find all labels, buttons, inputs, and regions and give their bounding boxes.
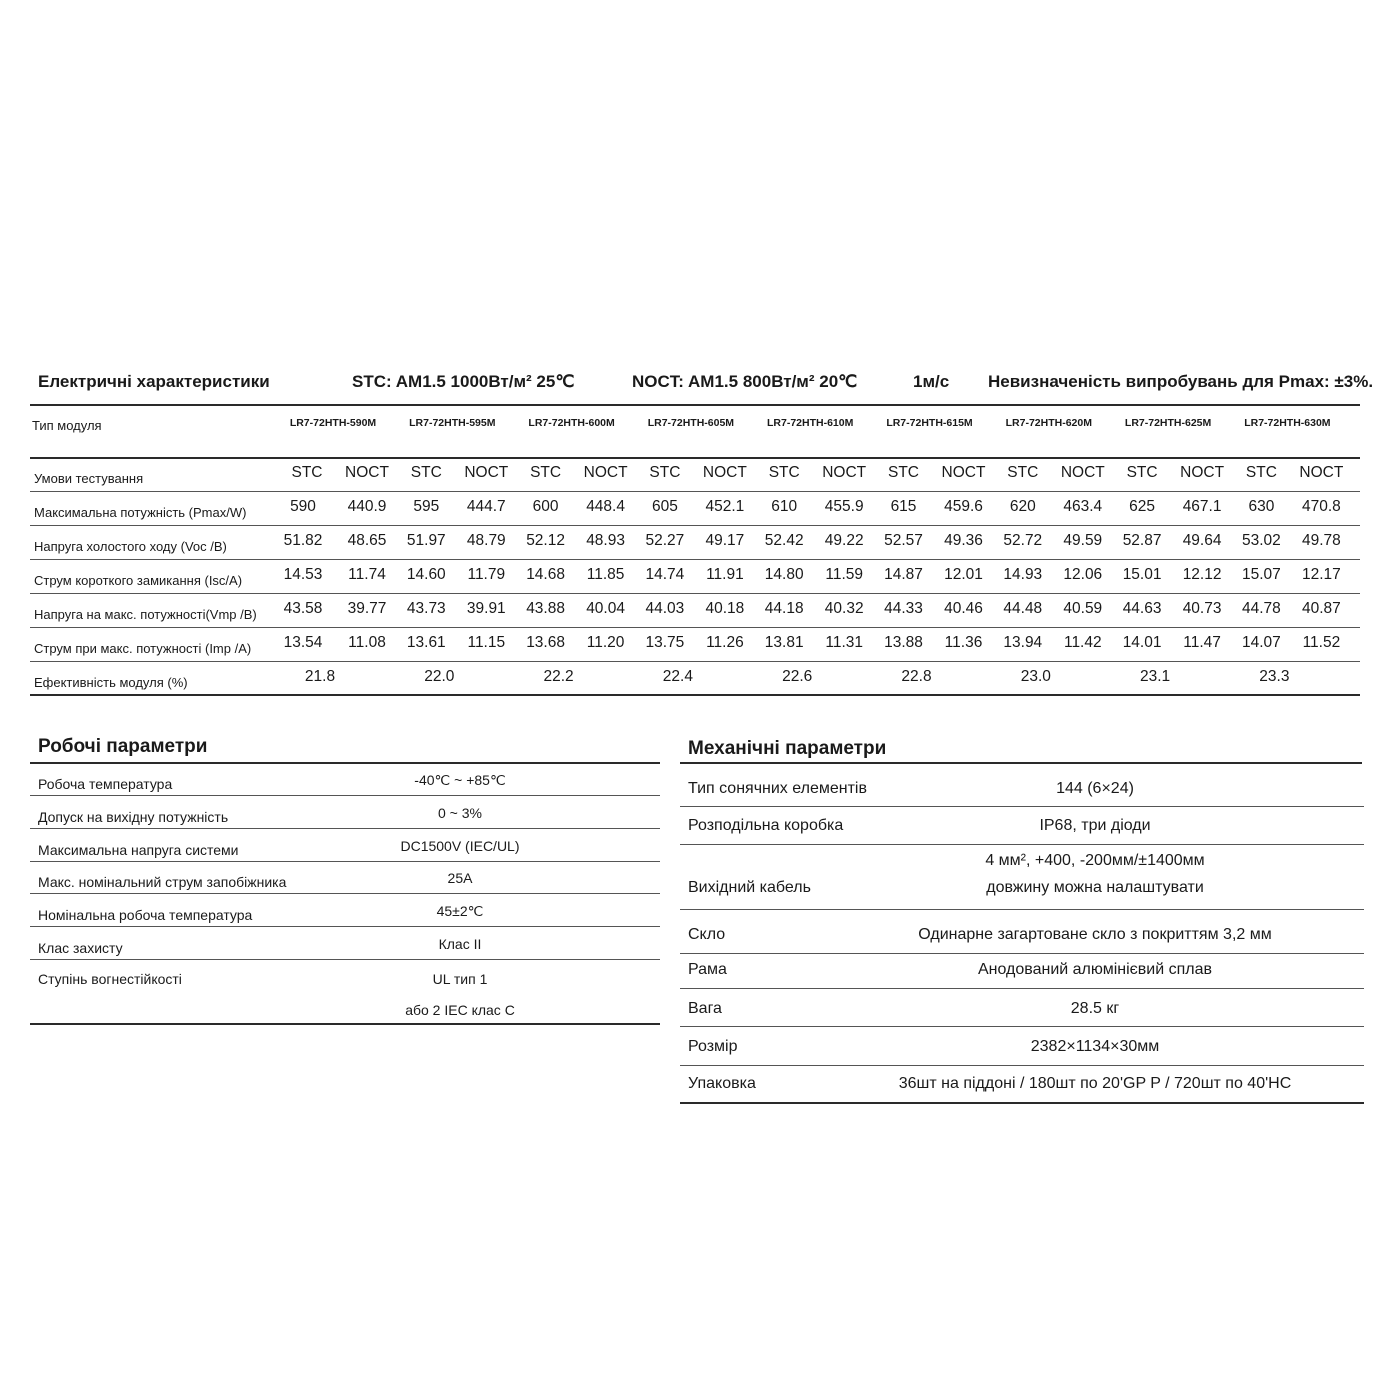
mechanical-param-value: IP68, три діоди <box>1039 817 1151 834</box>
table-value: 459.6 <box>944 498 983 515</box>
parameter-label: Напруга на макс. потужності(Vmp /В) <box>34 607 257 622</box>
models-rule <box>30 457 1360 459</box>
mechanical-param-label: Скло <box>688 926 726 943</box>
table-value: 11.59 <box>825 566 863 583</box>
stc-column-label: STC <box>649 464 681 481</box>
table-value: 51.97 <box>406 532 446 549</box>
table-value: 52.42 <box>764 532 804 549</box>
table-value: 11.85 <box>586 566 625 583</box>
table-value: 13.61 <box>406 634 446 651</box>
table-value: 625 <box>1129 498 1156 515</box>
table-value: 49.59 <box>1063 532 1103 549</box>
mechanical-row-rule <box>680 844 1364 845</box>
table-row-rule <box>30 593 1360 594</box>
table-row-rule <box>30 559 1360 560</box>
mechanical-param-value: Одинарне загартоване скло з покриттям 3,2 мм <box>918 926 1272 943</box>
table-value: 40.04 <box>586 600 625 617</box>
mechanical-param-label: Вага <box>688 1000 722 1017</box>
table-value: 14.87 <box>884 566 923 583</box>
table-value: 40.32 <box>824 600 864 617</box>
efficiency-value: 23.0 <box>1020 668 1051 685</box>
efficiency-value: 22.8 <box>901 668 932 685</box>
operating-top-rule <box>30 762 660 764</box>
table-value: 11.74 <box>348 566 386 583</box>
table-value: 52.87 <box>1122 532 1162 549</box>
mechanical-param-label: Вихідний кабель <box>688 879 811 896</box>
noct-column-label: NOCT <box>583 464 628 481</box>
operating-param-label: Допуск на вихідну потужність <box>38 809 229 825</box>
table-value: 595 <box>413 498 440 515</box>
stc-column-label: STC <box>530 464 562 481</box>
parameter-label: Струм короткого замикання (Isc/A) <box>34 573 243 588</box>
table-value: 14.07 <box>1241 634 1281 651</box>
table-row-rule <box>30 525 1360 526</box>
table-value: 14.60 <box>406 566 446 583</box>
mechanical-title: Механічні параметри <box>688 738 887 759</box>
module-model-name: LR7-72HTH-630M <box>1244 417 1331 429</box>
table-value: 463.4 <box>1063 498 1103 515</box>
table-value: 13.68 <box>526 634 565 651</box>
table-value: 440.9 <box>347 498 387 515</box>
table-value: 52.27 <box>645 532 685 549</box>
operating-title: Робочі параметри <box>38 736 208 757</box>
table-value: 12.06 <box>1063 566 1103 583</box>
efficiency-value: 22.0 <box>424 668 455 685</box>
operating-param-value-2: або 2 IEC клас C <box>405 1002 515 1018</box>
table-value: 14.53 <box>283 566 323 583</box>
stc-column-label: STC <box>1126 464 1158 481</box>
module-model-name: LR7-72HTH-595M <box>409 417 496 429</box>
operating-row-rule <box>30 861 660 862</box>
table-value: 44.33 <box>884 600 923 617</box>
operating-param-label: Ступінь вогнестійкості <box>38 971 182 987</box>
table-value: 13.75 <box>645 634 685 651</box>
table-value: 444.7 <box>466 498 506 515</box>
table-value: 40.73 <box>1182 600 1222 617</box>
table-value: 15.07 <box>1241 566 1281 583</box>
noct-column-label: NOCT <box>822 464 867 481</box>
mechanical-param-value: 28.5 кг <box>1070 1000 1120 1017</box>
operating-param-label: Номінальна робоча температура <box>38 907 253 923</box>
table-value: 52.72 <box>1003 532 1043 549</box>
table-value: 51.82 <box>283 532 323 549</box>
mechanical-row-rule <box>680 909 1364 910</box>
electrical-bottom-rule <box>30 694 1360 696</box>
stc-column-label: STC <box>1245 464 1277 481</box>
table-value: 49.22 <box>824 532 864 549</box>
mechanical-param-value: 144 (6×24) <box>1056 780 1134 797</box>
table-value: 44.63 <box>1122 600 1162 617</box>
parameter-label: Струм при макс. потужності (Imp /A) <box>34 641 252 656</box>
table-value: 11.26 <box>706 634 744 651</box>
stc-conditions: STC: AM1.5 1000Вт/м² 25℃ <box>352 372 575 391</box>
table-value: 600 <box>532 498 559 515</box>
operating-param-label: Макс. номінальний струм запобіжника <box>38 874 287 890</box>
table-value: 13.81 <box>764 634 804 651</box>
table-value: 39.77 <box>347 600 387 617</box>
operating-param-label: Клас захисту <box>38 940 123 956</box>
mechanical-param-label: Розподільна коробка <box>688 817 844 834</box>
table-value: 13.54 <box>283 634 323 651</box>
table-value: 14.93 <box>1003 566 1043 583</box>
table-value: 12.17 <box>1301 566 1341 583</box>
table-value: 605 <box>651 498 678 515</box>
table-value: 452.1 <box>705 498 745 515</box>
table-value: 43.58 <box>283 600 323 617</box>
table-value: 11.42 <box>1063 634 1102 651</box>
conditions-rule <box>30 491 1360 492</box>
table-value: 48.79 <box>466 532 506 549</box>
operating-row-rule <box>30 828 660 829</box>
mechanical-param-value: 4 мм², +400, -200мм/±1400мм <box>985 852 1205 869</box>
module-model-name: LR7-72HTH-620M <box>1005 417 1092 429</box>
operating-bottom-rule <box>30 1023 660 1025</box>
table-row-rule <box>30 627 1360 628</box>
table-value: 620 <box>1009 498 1036 515</box>
operating-row-rule <box>30 795 660 796</box>
table-value: 11.52 <box>1302 634 1341 651</box>
table-value: 52.12 <box>526 532 565 549</box>
table-value: 610 <box>771 498 798 515</box>
table-value: 11.91 <box>706 566 744 583</box>
table-row-rule <box>30 661 1360 662</box>
operating-param-value: Клас II <box>438 936 482 952</box>
table-value: 11.15 <box>467 634 506 651</box>
table-value: 630 <box>1248 498 1275 515</box>
wind-speed: 1м/с <box>913 372 950 391</box>
operating-param-label: Максимальна напруга системи <box>38 842 239 858</box>
mechanical-top-rule <box>680 762 1362 764</box>
table-value: 44.18 <box>764 600 804 617</box>
stc-column-label: STC <box>768 464 800 481</box>
operating-param-value: 25A <box>447 870 473 886</box>
efficiency-value: 23.1 <box>1140 668 1171 685</box>
table-value: 15.01 <box>1122 566 1162 583</box>
noct-column-label: NOCT <box>1180 464 1225 481</box>
table-value: 53.02 <box>1241 532 1281 549</box>
mechanical-param-value: 2382×1134×30мм <box>1030 1038 1160 1055</box>
table-value: 48.93 <box>586 532 625 549</box>
table-value: 48.65 <box>347 532 387 549</box>
noct-column-label: NOCT <box>1060 464 1105 481</box>
noct-column-label: NOCT <box>941 464 986 481</box>
table-value: 13.94 <box>1003 634 1043 651</box>
operating-row-rule <box>30 893 660 894</box>
table-value: 49.17 <box>705 532 745 549</box>
mechanical-param-label: Упаковка <box>688 1075 756 1092</box>
mechanical-param-value: Анодований алюмінієвий сплав <box>977 961 1213 978</box>
efficiency-label: Ефективність модуля (%) <box>34 675 188 690</box>
noct-column-label: NOCT <box>345 464 389 481</box>
operating-param-value: 0 ~ 3% <box>438 805 482 821</box>
test-uncertainty: Невизначеність випробувань для Pmax: ±3%. <box>988 372 1374 391</box>
table-value: 14.01 <box>1122 634 1162 651</box>
efficiency-value: 22.6 <box>782 668 813 685</box>
efficiency-value: 22.2 <box>543 668 574 685</box>
table-value: 11.31 <box>825 634 863 651</box>
mechanical-param-label: Тип сонячних елементів <box>688 780 867 797</box>
mechanical-param-value: 36шт на піддоні / 180шт по 20'GP P / 720шт по 40'HC <box>898 1075 1292 1092</box>
table-value: 11.20 <box>586 634 625 651</box>
table-value: 14.74 <box>645 566 685 583</box>
table-value: 467.1 <box>1182 498 1222 515</box>
operating-row-rule <box>30 959 660 960</box>
table-value: 44.48 <box>1003 600 1043 617</box>
table-value: 11.47 <box>1183 634 1221 651</box>
operating-param-value: DC1500V (IEC/UL) <box>400 838 520 854</box>
table-value: 470.8 <box>1301 498 1341 515</box>
table-value: 12.01 <box>944 566 983 583</box>
electrical-title: Електричні характеристики <box>38 372 270 391</box>
operating-param-label: Робоча температура <box>38 776 173 792</box>
table-value: 448.4 <box>586 498 625 515</box>
mechanical-row-rule <box>680 1102 1364 1104</box>
mechanical-row-rule <box>680 988 1364 989</box>
table-value: 44.78 <box>1241 600 1281 617</box>
electrical-top-rule <box>30 404 1360 406</box>
table-value: 40.18 <box>705 600 745 617</box>
table-value: 40.87 <box>1301 600 1341 617</box>
table-value: 39.91 <box>466 600 506 617</box>
table-value: 52.57 <box>884 532 923 549</box>
module-model-name: LR7-72HTH-615M <box>886 417 973 429</box>
operating-param-value: 45±2℃ <box>436 903 484 919</box>
table-value: 14.68 <box>526 566 565 583</box>
table-value: 14.80 <box>764 566 804 583</box>
parameter-label: Максимальна потужність (Pmax/W) <box>34 505 247 520</box>
table-value: 43.88 <box>526 600 565 617</box>
table-value: 49.36 <box>944 532 983 549</box>
mechanical-row-rule <box>680 806 1364 807</box>
table-value: 40.59 <box>1063 600 1103 617</box>
table-value: 615 <box>890 498 917 515</box>
efficiency-value: 23.3 <box>1259 668 1290 685</box>
test-conditions-label: Умови тестування <box>34 471 144 486</box>
mechanical-row-rule <box>680 1065 1364 1066</box>
efficiency-value: 22.4 <box>662 668 693 685</box>
noct-column-label: NOCT <box>1299 464 1344 481</box>
module-model-name: LR7-72HTH-610M <box>767 417 854 429</box>
table-value: 40.46 <box>944 600 983 617</box>
module-model-name: LR7-72HTH-625M <box>1124 417 1212 429</box>
stc-column-label: STC <box>888 464 919 481</box>
table-value: 590 <box>290 498 316 515</box>
module-model-name: LR7-72HTH-600M <box>528 417 615 429</box>
operating-param-value: UL тип 1 <box>432 971 488 987</box>
table-value: 13.88 <box>884 634 923 651</box>
table-value: 49.64 <box>1182 532 1222 549</box>
module-model-name: LR7-72HTH-590M <box>289 417 377 429</box>
mechanical-param-label: Розмір <box>688 1038 738 1055</box>
table-value: 455.9 <box>824 498 864 515</box>
stc-column-label: STC <box>291 464 323 481</box>
mechanical-param-value-2: довжину можна налаштувати <box>986 879 1204 896</box>
mechanical-row-rule <box>680 1026 1364 1027</box>
efficiency-value: 21.8 <box>304 668 336 685</box>
mechanical-row-rule <box>680 953 1364 954</box>
stc-column-label: STC <box>410 464 442 481</box>
stc-column-label: STC <box>1007 464 1039 481</box>
noct-column-label: NOCT <box>464 464 509 481</box>
parameter-label: Напруга холостого ходу (Voc /В) <box>34 539 227 554</box>
mechanical-param-label: Рама <box>688 961 727 978</box>
module-model-name: LR7-72HTH-605M <box>647 417 735 429</box>
table-value: 12.12 <box>1182 566 1222 583</box>
table-value: 43.73 <box>406 600 446 617</box>
table-value: 44.03 <box>645 600 685 617</box>
module-type-label: Тип модуля <box>32 418 102 433</box>
table-value: 49.78 <box>1301 532 1341 549</box>
table-value: 11.36 <box>944 634 983 651</box>
operating-row-rule <box>30 926 660 927</box>
operating-param-value: -40℃ ~ +85℃ <box>414 772 506 788</box>
table-value: 11.79 <box>467 566 506 583</box>
noct-conditions: NOCT: AM1.5 800Вт/м² 20℃ <box>632 372 858 391</box>
noct-column-label: NOCT <box>702 464 747 481</box>
table-value: 11.08 <box>348 634 386 651</box>
